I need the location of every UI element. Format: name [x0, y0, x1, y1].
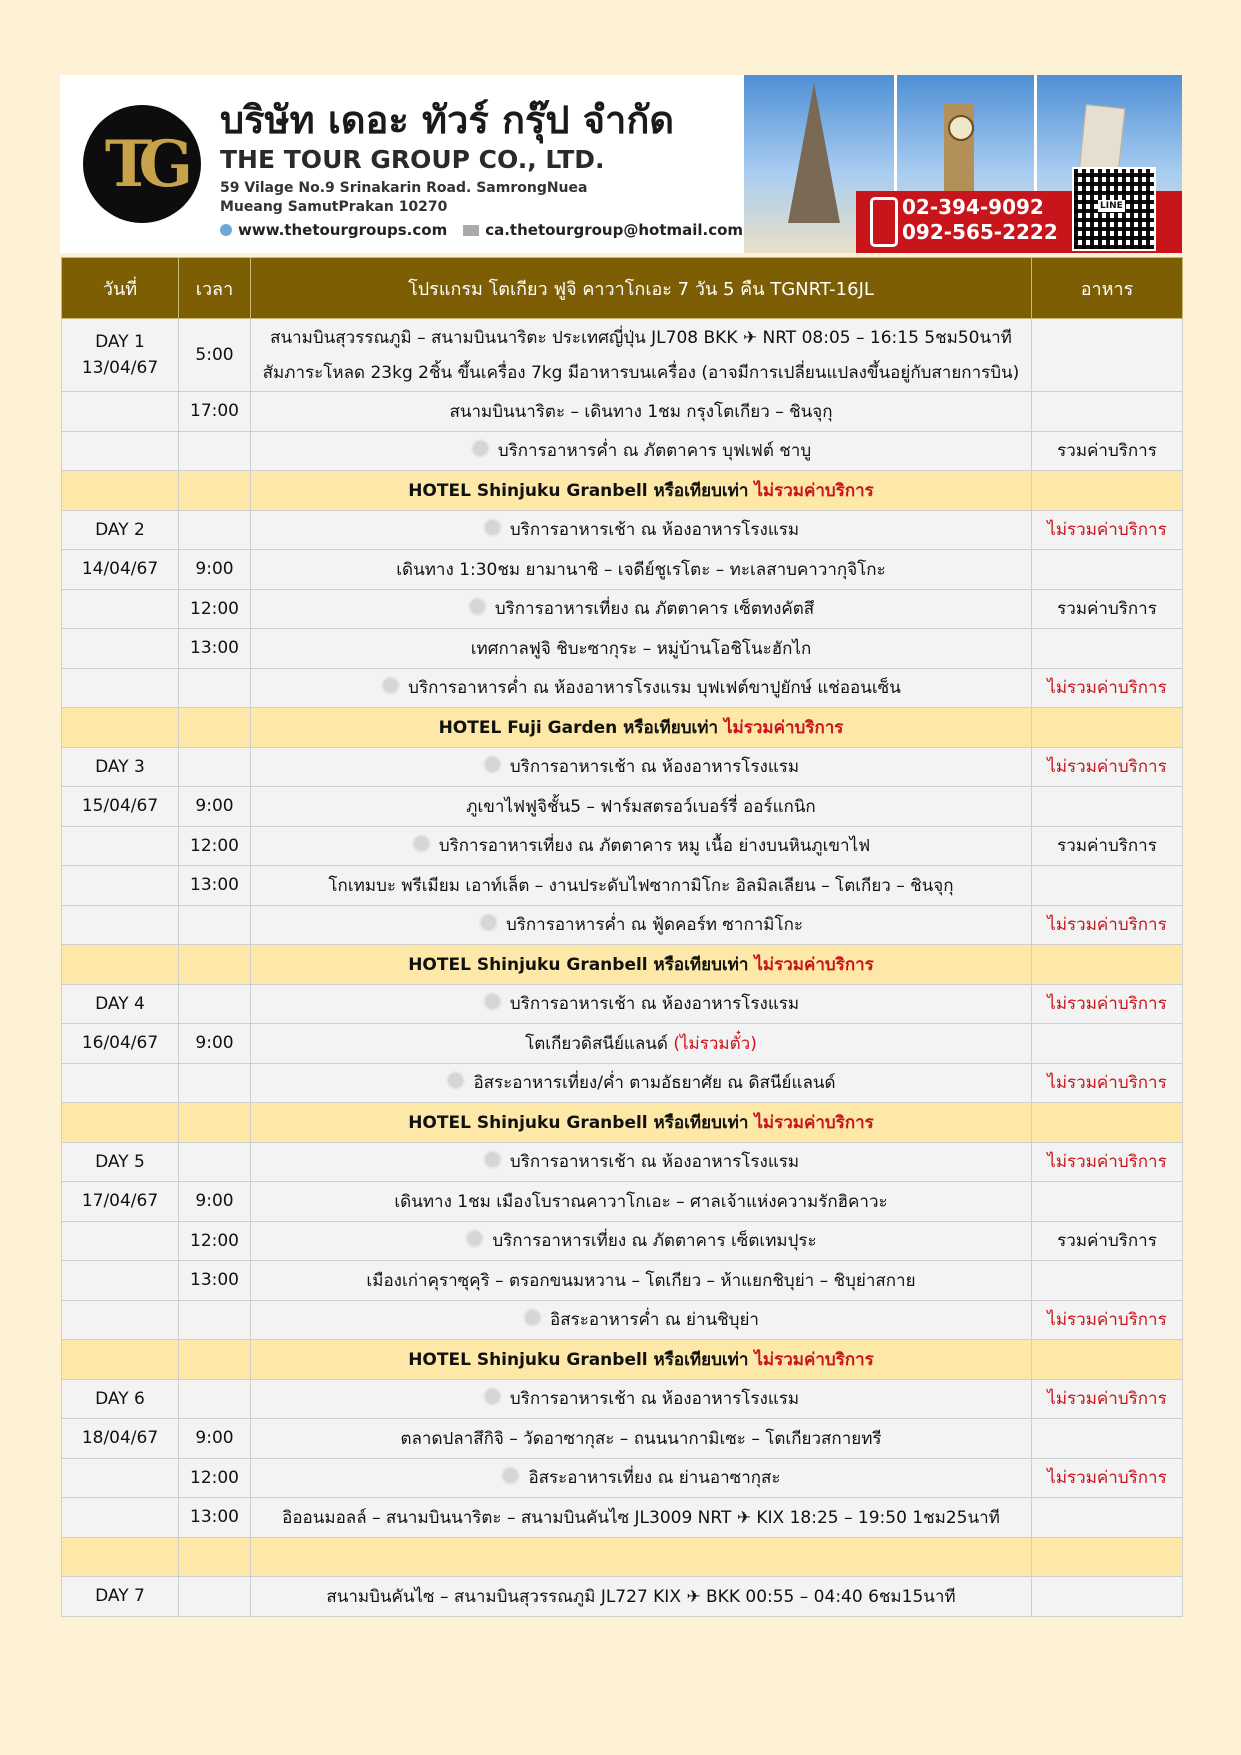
hotel-name: HOTEL Shinjuku Granbell หรือเทียบเท่า [408, 480, 749, 501]
program-cell [251, 866, 1032, 906]
program-cell [251, 984, 1032, 1024]
table-row [62, 1142, 1183, 1182]
day-cell [62, 319, 179, 392]
meal-plate-icon [483, 518, 502, 537]
program-cell [251, 1458, 1032, 1498]
day-cell: 18/04/67 [62, 1419, 179, 1459]
table-row [62, 1577, 1183, 1617]
program-cell [251, 1419, 1032, 1459]
meal-cell: ไม่รวมค่าบริการ [1032, 1379, 1183, 1419]
email-icon [463, 225, 479, 236]
table-row [62, 984, 1183, 1024]
meal-cell: ไม่รวมค่าบริการ [1032, 1063, 1183, 1103]
day-cell [62, 392, 179, 432]
meal-cell: รวมค่าบริการ [1032, 431, 1183, 471]
program-cell [251, 510, 1032, 550]
landmark-photos [744, 75, 1182, 253]
meal-cell [1032, 392, 1183, 432]
hotel-name: HOTEL Shinjuku Granbell หรือเทียบเท่า [408, 1112, 749, 1133]
meal-cell [1032, 1182, 1183, 1222]
date-label: 13/04/67 [81, 358, 159, 378]
meal-cell: ไม่รวมค่าบริการ [1032, 1458, 1183, 1498]
day-cell [62, 945, 179, 985]
time-cell: 9:00 [179, 1182, 251, 1222]
program-cell [251, 668, 1032, 708]
hotel-price-note: ไม่รวมค่าบริการ [754, 1112, 874, 1133]
meal-cell [1032, 550, 1183, 590]
table-row [62, 787, 1183, 827]
hotel-price-note: ไม่รวมค่าบริการ [754, 954, 874, 975]
time-cell [179, 1142, 251, 1182]
globe-icon [220, 224, 232, 236]
company-address [220, 179, 587, 217]
website-link[interactable]: www.thetourgroups.com [238, 221, 448, 239]
day-cell: DAY 5 [62, 1142, 179, 1182]
time-cell [179, 984, 251, 1024]
table-row [62, 431, 1183, 471]
day-cell [62, 1063, 179, 1103]
qr-label: LINE [1100, 201, 1123, 211]
column-header-program: โปรแกรม โตเกียว ฟูจิ คาวาโกเอะ 7 วัน 5 คืน TGNRT-16JL [251, 258, 1032, 319]
meal-plate-icon [468, 597, 487, 616]
table-row [62, 1458, 1183, 1498]
table-row [62, 945, 1183, 985]
table-row [62, 1182, 1183, 1222]
day-cell: DAY 3 [62, 747, 179, 787]
day-cell [62, 471, 179, 511]
hotel-name: HOTEL Shinjuku Granbell หรือเทียบเท่า [408, 954, 749, 975]
meal-plate-icon [483, 1150, 502, 1169]
meal-cell [1032, 471, 1183, 511]
meal-plate-icon [483, 992, 502, 1011]
day-cell [62, 1300, 179, 1340]
table-row [62, 550, 1183, 590]
day-cell: DAY 4 [62, 984, 179, 1024]
phone-number-1[interactable]: 02-394-9092 [902, 195, 1044, 219]
meal-plate-icon [523, 1308, 542, 1327]
meal-cell [1032, 866, 1183, 906]
day-cell [62, 905, 179, 945]
meal-plate-icon [471, 439, 490, 458]
meal-cell: รวมค่าบริการ [1032, 1221, 1183, 1261]
program-cell [251, 589, 1032, 629]
company-name-english: THE TOUR GROUP CO., LTD. [220, 145, 605, 174]
day-cell [62, 1458, 179, 1498]
meal-cell [1032, 1340, 1183, 1380]
meal-plate-icon [465, 1229, 484, 1248]
table-row [62, 1379, 1183, 1419]
table-row [62, 1103, 1183, 1143]
day-label: DAY 1 [95, 332, 145, 352]
time-cell: 5:00 [179, 319, 251, 392]
program-text: อิสระอาหารเที่ยง ณ ย่านอาซากุสะ [528, 1468, 781, 1489]
program-text: อิสระอาหารเที่ยง/ค่ำ ตามอัธยาศัย ณ ดิสนีย์แลนด์ [473, 1073, 836, 1094]
program-text: บริการอาหารเช้า ณ ห้องอาหารโรงแรม [509, 1389, 800, 1410]
program-cell [251, 1498, 1032, 1538]
time-cell: 12:00 [179, 1221, 251, 1261]
program-note: (ไม่รวมตั๋ว) [673, 1033, 757, 1054]
time-cell [179, 1103, 251, 1143]
table-row [62, 319, 1183, 392]
program-text: บริการอาหารเช้า ณ ห้องอาหารโรงแรม [509, 757, 800, 778]
table-row [62, 826, 1183, 866]
time-cell: 17:00 [179, 392, 251, 432]
hotel-price-note: ไม่รวมค่าบริการ [754, 480, 874, 501]
program-text: บริการอาหารค่ำ ณ ภัตตาคาร บุฟเฟต์ ชาบู [497, 441, 812, 462]
program-text: เมืองเก่าคุราซุคุริ – ตรอกขนมหวาน – โตเกียว – ห้าแยกชิบุย่า – ชิบุย่าสกาย [366, 1270, 916, 1291]
time-cell: 9:00 [179, 1419, 251, 1459]
program-text: บริการอาหารค่ำ ณ ฟู้ดคอร์ท ซากามิโกะ [505, 915, 804, 936]
time-cell [179, 1577, 251, 1617]
time-cell [179, 1340, 251, 1380]
time-cell: 13:00 [179, 866, 251, 906]
program-text: โตเกียวดิสนีย์แลนด์ [525, 1033, 668, 1054]
time-cell [179, 668, 251, 708]
time-cell: 12:00 [179, 1458, 251, 1498]
day-cell: DAY 7 [62, 1577, 179, 1617]
program-cell [251, 550, 1032, 590]
table-row [62, 471, 1183, 511]
program-cell [251, 1024, 1032, 1064]
address-line-1: 59 Vilage No.9 Srinakarin Road. SamrongNuea [220, 180, 588, 196]
time-cell: 13:00 [179, 1498, 251, 1538]
meal-cell [1032, 1103, 1183, 1143]
day-cell: DAY 2 [62, 510, 179, 550]
day-cell [62, 1261, 179, 1301]
program-text: โกเทมบะ พรีเมียม เอาท์เล็ต – งานประดับไฟซากามิโกะ อิลมิลเลียน – โตเกียว – ชินจุกุ [328, 875, 954, 896]
day-cell: 17/04/67 [62, 1182, 179, 1222]
table-row [62, 1419, 1183, 1459]
program-text: บริการอาหารเช้า ณ ห้องอาหารโรงแรม [509, 1152, 800, 1173]
meal-cell: ไม่รวมค่าบริการ [1032, 510, 1183, 550]
time-cell: 13:00 [179, 1261, 251, 1301]
table-row [62, 1498, 1183, 1538]
itinerary-table [61, 257, 1183, 1617]
hotel-cell [251, 1340, 1032, 1380]
table-row [62, 510, 1183, 550]
program-cell [251, 1142, 1032, 1182]
program-text: เทศกาลฟูจิ ชิบะซากุระ – หมู่บ้านโอชิโนะฮักไก [470, 638, 812, 659]
program-cell [251, 319, 1032, 392]
meal-cell: ไม่รวมค่าบริการ [1032, 747, 1183, 787]
empty-cell [62, 1537, 179, 1577]
table-row [62, 1537, 1183, 1577]
time-cell [179, 1300, 251, 1340]
day-cell: 16/04/67 [62, 1024, 179, 1064]
program-text: ตลาดปลาสึกิจิ – วัดอาซากุสะ – ถนนนากามิเซะ – โตเกียวสกายทรี [400, 1428, 882, 1449]
program-text: บริการอาหารเช้า ณ ห้องอาหารโรงแรม [509, 994, 800, 1015]
program-cell [251, 431, 1032, 471]
time-cell: 12:00 [179, 589, 251, 629]
time-cell [179, 1379, 251, 1419]
program-cell [251, 905, 1032, 945]
time-cell: 12:00 [179, 826, 251, 866]
itinerary-body [62, 319, 1183, 1617]
meal-cell: ไม่รวมค่าบริการ [1032, 905, 1183, 945]
day-cell [62, 1103, 179, 1143]
day-cell [62, 1221, 179, 1261]
meal-cell: ไม่รวมค่าบริการ [1032, 984, 1183, 1024]
program-cell [251, 1379, 1032, 1419]
phone-number-2[interactable]: 092-565-2222 [902, 220, 1058, 244]
table-row [62, 629, 1183, 669]
empty-cell [251, 1537, 1032, 1577]
meal-plate-icon [381, 676, 400, 695]
time-cell [179, 1063, 251, 1103]
meal-cell [1032, 945, 1183, 985]
meal-cell: ไม่รวมค่าบริการ [1032, 1142, 1183, 1182]
program-cell [251, 826, 1032, 866]
time-cell [179, 431, 251, 471]
program-cell [251, 1300, 1032, 1340]
address-line-2: Mueang SamutPrakan 10270 [220, 199, 448, 215]
meal-cell [1032, 629, 1183, 669]
hotel-name: HOTEL Shinjuku Granbell หรือเทียบเท่า [408, 1349, 749, 1370]
company-logo [83, 105, 201, 223]
meal-cell: รวมค่าบริการ [1032, 589, 1183, 629]
time-cell: 9:00 [179, 1024, 251, 1064]
day-cell: 14/04/67 [62, 550, 179, 590]
program-text: ภูเขาไฟฟูจิชั้น5 – ฟาร์มสตรอว์เบอร์รี่ ออร์แกนิก [466, 796, 816, 817]
hotel-price-note: ไม่รวมค่าบริการ [723, 717, 844, 738]
empty-cell [179, 1537, 251, 1577]
program-text: บริการอาหารเที่ยง ณ ภัตตาคาร หมู เนื้อ ย่างบนหินภูเขาไฟ [438, 836, 871, 857]
program-text: อิสระอาหารค่ำ ณ ย่านชิบุย่า [550, 1310, 759, 1331]
table-row [62, 1261, 1183, 1301]
time-cell: 13:00 [179, 629, 251, 669]
day-cell [62, 431, 179, 471]
meal-cell: ไม่รวมค่าบริการ [1032, 1300, 1183, 1340]
program-cell [251, 392, 1032, 432]
company-header [60, 75, 1182, 253]
meal-cell [1032, 319, 1183, 392]
company-name-thai: บริษัท เดอะ ทัวร์ กรุ๊ป จำกัด [220, 98, 675, 142]
program-line: สนามบินสุวรรณภูมิ – สนามบินนาริตะ ประเทศญี่ปุ่น JL708 BKK ✈ NRT 08:05 – 16:15 5ชม50นาที [270, 328, 1012, 348]
meal-cell [1032, 1577, 1183, 1617]
time-cell [179, 471, 251, 511]
day-cell [62, 668, 179, 708]
table-header-row [62, 258, 1183, 319]
table-row [62, 1024, 1183, 1064]
meal-cell: ไม่รวมค่าบริการ [1032, 668, 1183, 708]
day-cell [62, 866, 179, 906]
program-text: สนามบินคันไซ – สนามบินสุวรรณภูมิ JL727 KIX ✈ BKK 00:55 – 04:40 6ชม15นาที [326, 1586, 956, 1607]
program-text: สนามบินนาริตะ – เดินทาง 1ชม กรุงโตเกียว – ชินจุกุ [449, 401, 833, 422]
day-cell [62, 826, 179, 866]
phone-icon [870, 197, 898, 247]
meal-cell [1032, 1024, 1183, 1064]
table-row [62, 1300, 1183, 1340]
column-header-meal: อาหาร [1032, 258, 1183, 319]
table-row [62, 747, 1183, 787]
hotel-cell [251, 945, 1032, 985]
time-cell [179, 708, 251, 748]
table-row [62, 866, 1183, 906]
day-cell [62, 629, 179, 669]
day-cell: DAY 6 [62, 1379, 179, 1419]
time-cell: 9:00 [179, 787, 251, 827]
hotel-price-note: ไม่รวมค่าบริการ [754, 1349, 874, 1370]
table-row [62, 1221, 1183, 1261]
day-cell [62, 589, 179, 629]
program-text: อิออนมอลล์ – สนามบินนาริตะ – สนามบินคันไซ JL3009 NRT ✈ KIX 18:25 – 19:50 1ชม25นาที [282, 1507, 1000, 1528]
meal-cell [1032, 1419, 1183, 1459]
program-cell [251, 629, 1032, 669]
day-cell: 15/04/67 [62, 787, 179, 827]
hotel-name: HOTEL Fuji Garden หรือเทียบเท่า [438, 717, 719, 738]
program-text: เดินทาง 1:30ชม ยามานาชิ – เจดีย์ชูเรโตะ – ทะเลสาบคาวากุจิโกะ [396, 559, 886, 580]
time-cell [179, 510, 251, 550]
meal-cell [1032, 787, 1183, 827]
table-row [62, 668, 1183, 708]
program-cell [251, 1221, 1032, 1261]
day-cell [62, 708, 179, 748]
program-text: เดินทาง 1ชม เมืองโบราณคาวาโกเอะ – ศาลเจ้าแห่งความรักฮิคาวะ [394, 1191, 888, 1212]
meal-cell: รวมค่าบริการ [1032, 826, 1183, 866]
logo-mark: TG [104, 126, 180, 202]
column-header-date: วันที่ [62, 258, 179, 319]
program-cell [251, 1577, 1032, 1617]
phone-numbers [902, 195, 1058, 245]
day-cell [62, 1340, 179, 1380]
program-cell [251, 787, 1032, 827]
program-text: บริการอาหารเที่ยง ณ ภัตตาคาร เซ็ตเทมปุระ [492, 1231, 817, 1252]
table-row [62, 1340, 1183, 1380]
column-header-time: เวลา [179, 258, 251, 319]
meal-cell [1032, 1261, 1183, 1301]
table-row [62, 905, 1183, 945]
time-cell: 9:00 [179, 550, 251, 590]
program-cell [251, 1063, 1032, 1103]
program-text: บริการอาหารเช้า ณ ห้องอาหารโรงแรม [509, 520, 800, 541]
meal-plate-icon [483, 755, 502, 774]
hotel-cell [251, 1103, 1032, 1143]
time-cell [179, 747, 251, 787]
program-text: บริการอาหารค่ำ ณ ห้องอาหารโรงแรม บุฟเฟต์ขาปูยักษ์ แช่ออนเซ็น [408, 678, 901, 699]
program-cell [251, 747, 1032, 787]
hotel-cell [251, 471, 1032, 511]
hotel-cell [251, 708, 1032, 748]
meal-cell [1032, 708, 1183, 748]
meal-plate-icon [446, 1071, 465, 1090]
meal-plate-icon [412, 834, 431, 853]
time-cell [179, 905, 251, 945]
time-cell [179, 945, 251, 985]
table-row [62, 1063, 1183, 1103]
program-text: บริการอาหารเที่ยง ณ ภัตตาคาร เซ็ตทงคัตสึ [494, 599, 815, 620]
program-cell [251, 1261, 1032, 1301]
empty-cell [1032, 1537, 1183, 1577]
meal-cell [1032, 1498, 1183, 1538]
program-cell [251, 1182, 1032, 1222]
table-row [62, 392, 1183, 432]
program-line: สัมภาระโหลด 23kg 2ชิ้น ขึ้นเครื่อง 7kg มีอาหารบนเครื่อง (อาจมีการเปลี่ยนแปลงขึ้นอยู่กับสายการบิน) [262, 363, 1020, 383]
eiffel-tower-image [788, 83, 840, 223]
meal-plate-icon [501, 1466, 520, 1485]
table-row [62, 589, 1183, 629]
day-cell [62, 1498, 179, 1538]
contact-info [220, 221, 743, 239]
meal-plate-icon [479, 913, 498, 932]
meal-plate-icon [483, 1387, 502, 1406]
email-link[interactable]: ca.thetourgroup@hotmail.com [485, 221, 744, 239]
table-row [62, 708, 1183, 748]
